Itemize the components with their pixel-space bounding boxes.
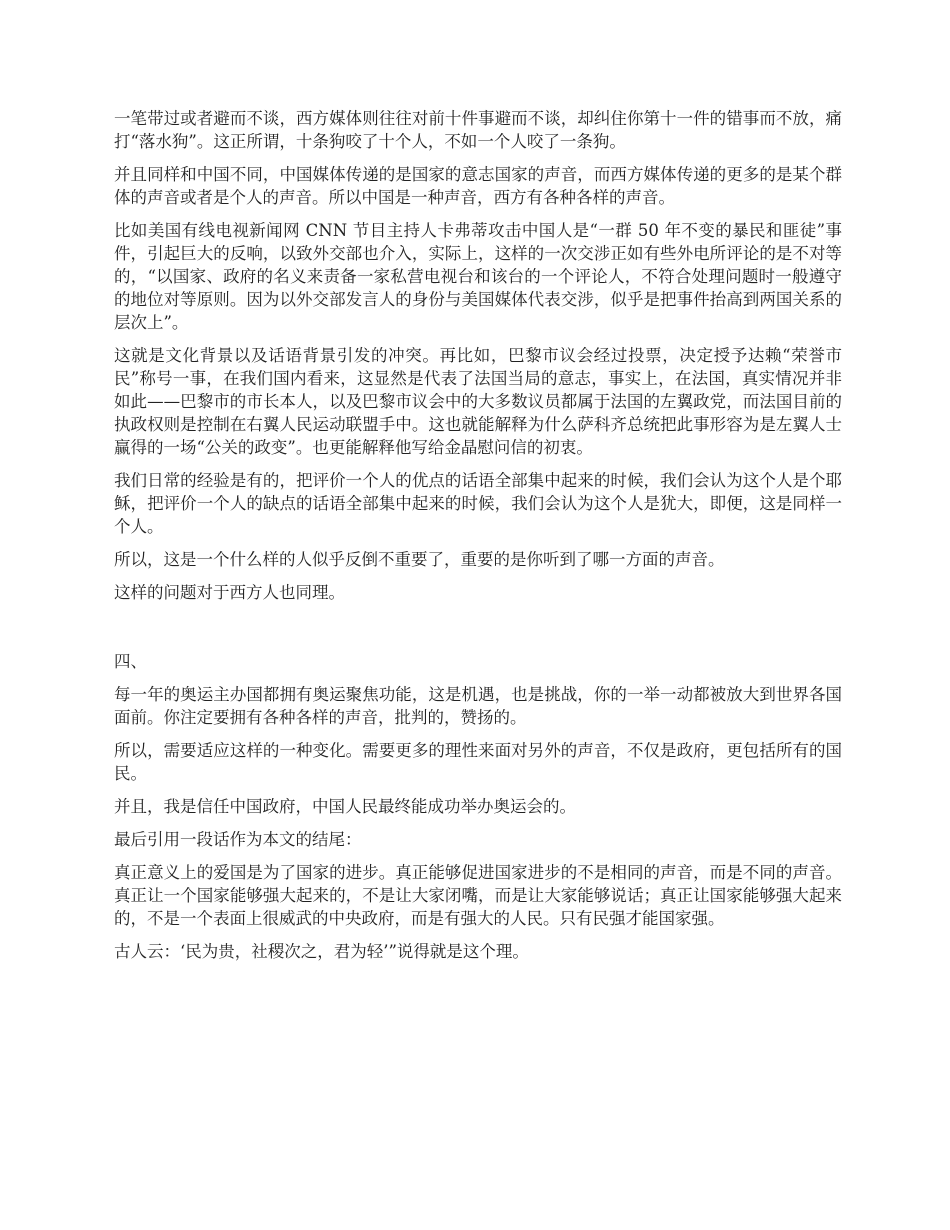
section-gap <box>114 614 842 650</box>
paragraph-6: 所以，这是一个什么样的人似乎反倒不重要了，重要的是你听到了哪一方面的声音。 <box>114 550 725 569</box>
paragraph-11: 最后引用一段话作为本文的结尾： <box>114 830 362 849</box>
paragraph-5: 我们日常的经验是有的，把评价一个人的优点的话语全部集中起来的时候，我们会认为这个人是个耶稣，把评价一个人的缺点的话语全部集中起来的时候，我们会认为这个人是犹大，即便，这是同样一个人。 <box>114 471 842 536</box>
paragraph-4: 这就是文化背景以及话语背景引发的冲突。再比如，巴黎市议会经过投票，决定授予达赖“荣誉市民”称号一事，在我们国内看来，这显然是代表了法国当局的意志，事实上，在法国，真实情况并非如此——巴黎市的市长本人，以及巴黎市议会中的大多数议员都属于法国的左翼政党，而法国目前的执政权则是控制在右翼人民运动联盟手中。这也就能解释为什么萨科齐总统把此事形容为是左翼人士赢得的一场“公关的政变”。也更能解释他写给金晶慰问信的初衷。 <box>114 346 842 457</box>
document-page <box>114 107 842 973</box>
section-heading: 四、 <box>114 652 147 671</box>
paragraph-2: 并且同样和中国不同，中国媒体传递的是国家的意志国家的声音，而西方媒体传递的更多的是某个群体的声音或者是个人的声音。所以中国是一种声音，西方有各种各样的声音。 <box>114 165 842 207</box>
paragraph-10: 并且，我是信任中国政府，中国人民最终能成功举办奥运会的。 <box>114 797 576 816</box>
paragraph-12: 真正意义上的爱国是为了国家的进步。真正能够促进国家进步的不是相同的声音，而是不同的声音。真正让一个国家能够强大起来的，不是让大家闭嘴，而是让大家能够说话；真正让国家能够强大起来的，不是一个表面上很威武的中央政府，而是有强大的人民。只有民强才能国家强。 <box>114 863 842 928</box>
paragraph-9: 所以，需要适应这样的一种变化。需要更多的理性来面对另外的声音，不仅是政府，更包括所有的国民。 <box>114 741 842 783</box>
paragraph-1: 一笔带过或者避而不谈，西方媒体则往往对前十件事避而不谈，却纠住你第十一件的错事而不放，痛打“落水狗”。这正所谓，十条狗咬了十个人，不如一个人咬了一条狗。 <box>114 109 842 151</box>
paragraph-13: 古人云：‘民为贵，社稷次之，君为轻’”说得就是这个理。 <box>114 942 529 961</box>
paragraph-7: 这样的问题对于西方人也同理。 <box>114 583 345 602</box>
paragraph-8: 每一年的奥运主办国都拥有奥运聚焦功能，这是机遇，也是挑战，你的一举一动都被放大到世界各国面前。你注定要拥有各种各样的声音，批判的，赞扬的。 <box>114 685 842 727</box>
paragraph-3: 比如美国有线电视新闻网 CNN 节目主持人卡弗蒂攻击中国人是“一群 50 年不变的暴民和匪徒”事件，引起巨大的反响，以致外交部也介入，实际上，这样的一次交涉正如有些外电所评论的是不对等的，“以国家、政府的名义来责备一家私营电视台和该台的一个评论人，不符合处理问题时一般遵守的地位对等原则。因为以外交部发言人的身份与美国媒体代表交涉，似乎是把事件抬高到两国关系的层次上”。 <box>114 221 842 332</box>
